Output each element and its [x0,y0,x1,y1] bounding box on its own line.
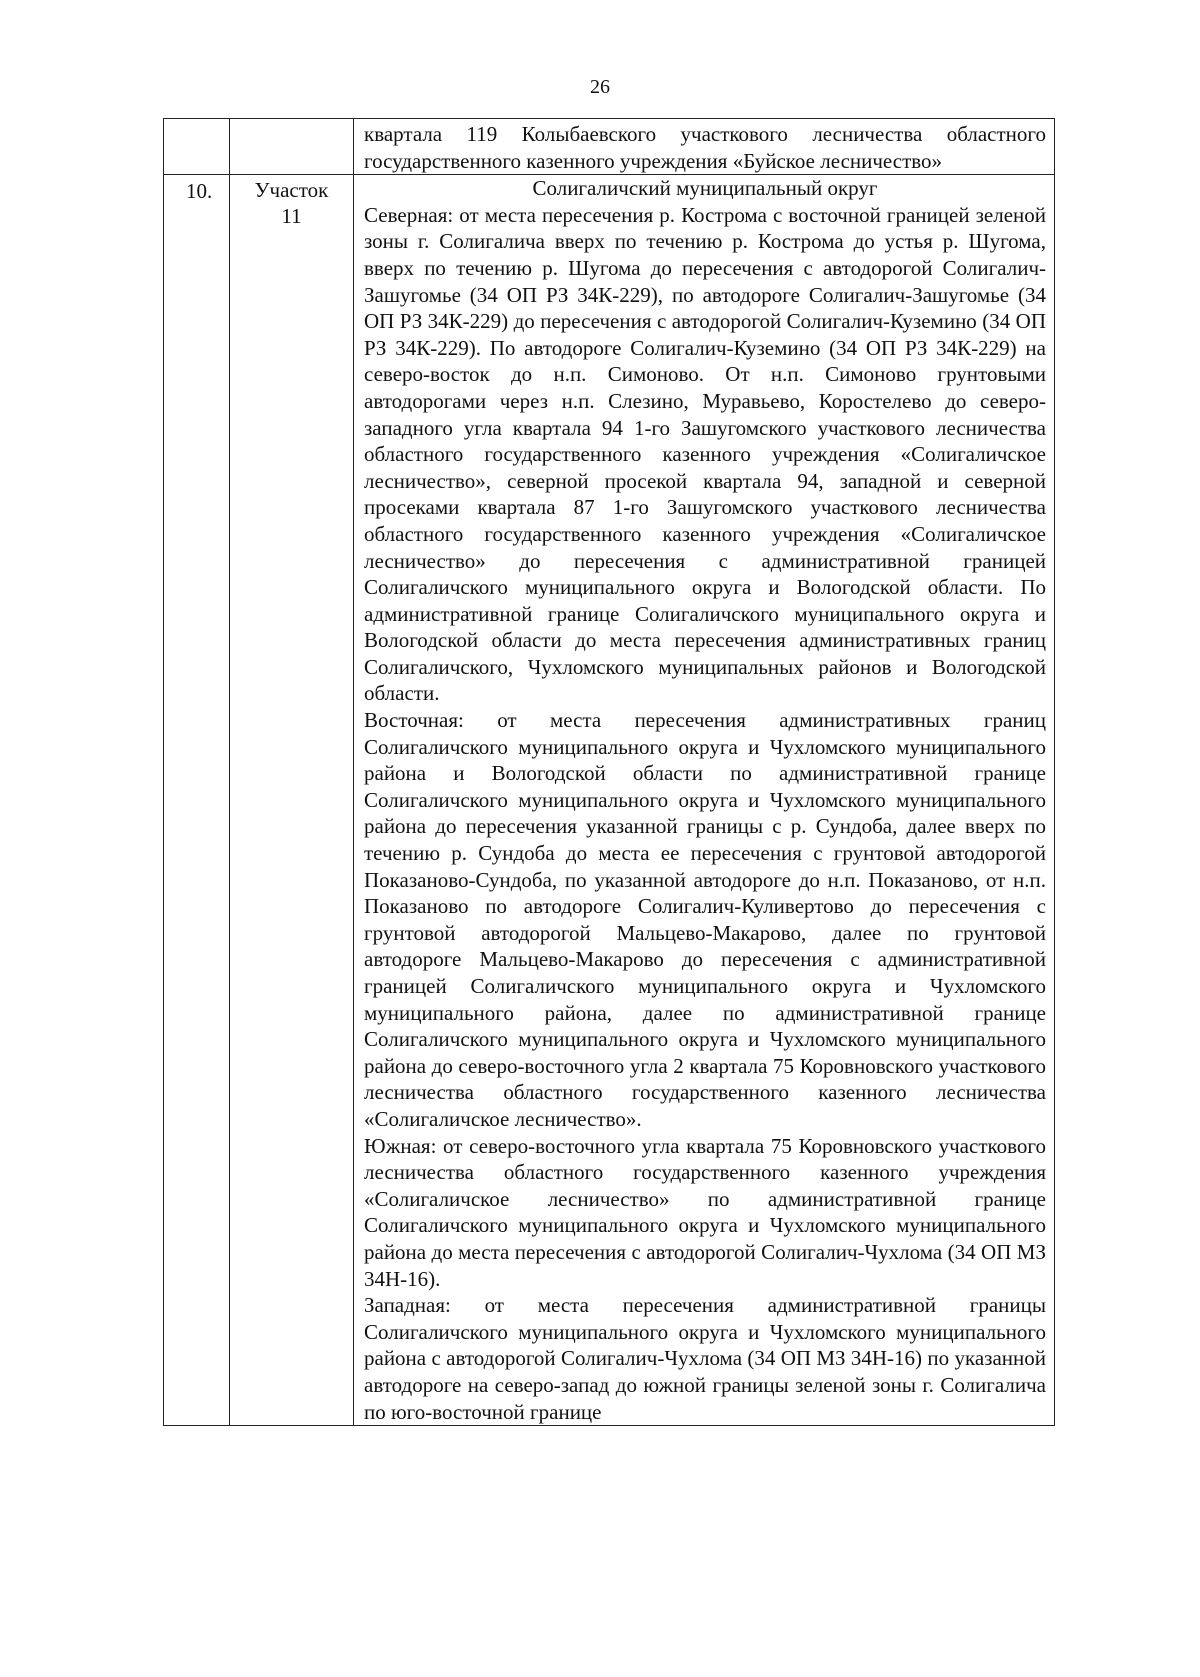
site-cell [230,175,354,1426]
boundaries-table [163,118,1055,1426]
district-heading: Солигаличский муниципальный округ [532,176,878,201]
site-label: Участок [254,178,329,203]
east-boundary-paragraph: Восточная: от места пересечения административных границ Солигаличского муниципального округа и Чухломского муниципального района и Вологодской области по административной границе Солигаличского муниципального округа и Чухломского муниципального района до пересечения указанной границы с р. Сундоба, далее вверх по течению р. Сундоба до места ее пересечения с грунтовой автодорогой Показаново-Сундоба, по указанной автодороге до н.п. Показаново, от н.п. Показаново по автодороге Солигалич-Куливертово до пересечения с грунтовой автодорогой Мальцево-Макарово, далее по грунтовой автодороге Мальцево-Макарово до пересечения с административной границей Солигаличского муниципального округа и Чухломского муниципального района, далее по административной границе Солигаличского муниципального округа и Чухломского муниципального района до северо-восточного угла 2 квартала 75 Коровновского участкового лесничества областного государственного казенного лесничества «Солигаличское лесничество». [364,708,1046,1131]
page-number: 26 [590,76,610,98]
north-boundary-paragraph: Северная: от места пересечения р. Кострома с восточной границей зеленой зоны г. Солигалича вверх по течению р. Кострома до устья р. Шугома, вверх по течению р. Шугома до пересечения с автодорогой Солигалич-Зашугомье (34 ОП РЗ 34К-229), по автодороге Солигалич-Зашугомье (34 ОП РЗ 34К-229) до пересечения с автодорогой Солигалич-Куземино (34 ОП РЗ 34К-229). По автодороге Солигалич-Куземино (34 ОП РЗ 34К-229) на северо-восток до н.п. Симоново. От н.п. Симоново грунтовыми автодорогами через н.п. Слезино, Муравьево, Коростелево до северо-западного угла квартала 94 1-го Зашугомского участкового лесничества областного государственного казенного учреждения «Солигаличское лесничество», северной просекой квартала 94, западной и северной просеками квартала 87 1-го Зашугомского участкового лесничества областного государственного казенного учреждения «Солигаличское лесничество» до пересечения с административной границей Солигаличского муниципального округа и Вологодской области. По административной границе Солигаличского муниципального округа и Вологодской области до места пересечения административных границ Солигаличского, Чухломского муниципальных районов и Вологодской области. [364,202,1046,706]
description-cell [354,175,1055,1426]
west-boundary-paragraph: Западная: от места пересечения административной границы Солигаличского муниципального округа и Чухломского муниципального района с автодорогой Солигалич-Чухлома (34 ОП МЗ 34Н-16) по указанной автодороге на северо-запад до южной границы зеленой зоны г. Солигалича по юго-восточной границе [364,1293,1046,1424]
south-boundary-paragraph: Южная: от северо-восточного угла квартала 75 Коровновского участкового лесничества областного государственного казенного учреждения «Солигаличское лесничество» по административной границе Солигаличского муниципального округа и Чухломского муниципального района до места пересечения с автодорогой Солигалич-Чухлома (34 ОП МЗ 34Н-16). [364,1133,1046,1291]
description-cell [354,119,1055,175]
table-row [164,175,1055,1426]
description-paragraph: квартала 119 Колыбаевского участкового лесничества областного государственного казенного учреждения «Буйское лесничество» [364,122,1046,173]
row-number-cell: 10. [164,175,230,1426]
site-number: 11 [281,204,302,229]
row-number-cell [164,119,230,175]
table-row [164,119,1055,175]
site-cell [230,119,354,175]
